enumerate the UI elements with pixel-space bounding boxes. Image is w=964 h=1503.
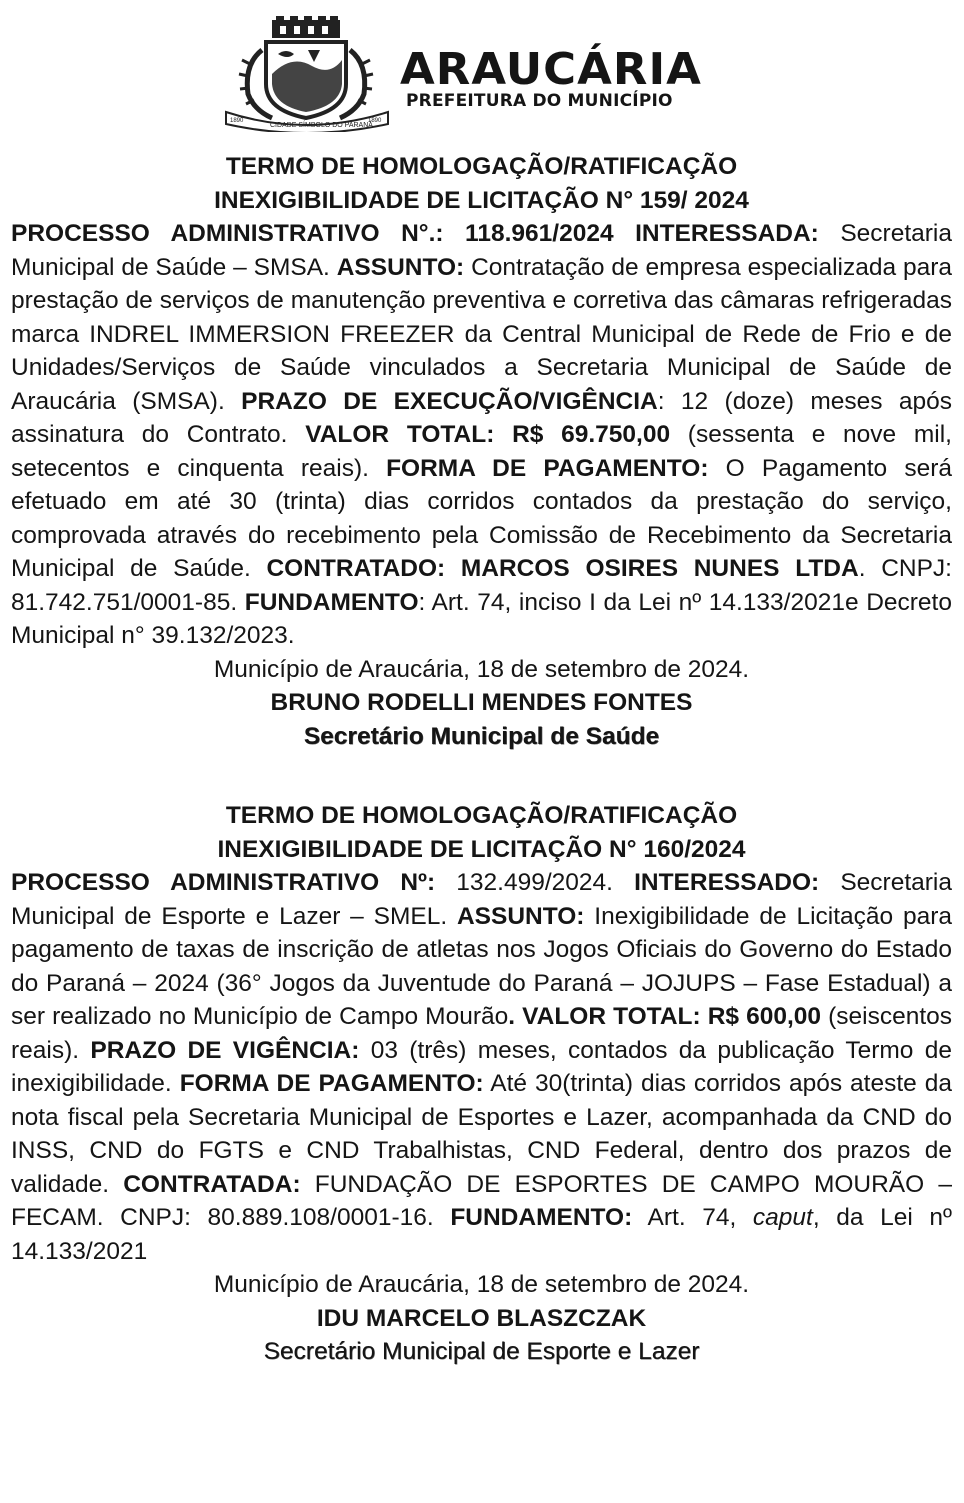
notice2-prazo-label: PRAZO DE VIGÊNCIA:	[90, 1036, 360, 1064]
notice2-signer: IDU MARCELO BLASZCZAK	[316, 1304, 647, 1332]
section-spacer	[11, 753, 952, 799]
notice1-valor: (sessenta e nove mil, setecentos e cinquenta reais).	[11, 421, 952, 482]
notice2-subtitle: INEXIGIBILIDADE DE LICITAÇÃO N° 160/2024	[217, 835, 746, 863]
notice1-subtitle: INEXIGIBILIDADE DE LICITAÇÃO N° 159/ 2024	[214, 186, 749, 214]
crest-year-right: 1890	[368, 118, 382, 124]
notice1-fundamento-label: FUNDAMENTO	[244, 588, 419, 616]
notice2-valor: (seiscentos reais).	[11, 1003, 953, 1064]
notice2-valor-label: . VALOR TOTAL: R$ 600,00	[508, 1003, 822, 1030]
notice2-interessado-label: INTERESSADO:	[634, 869, 820, 896]
notice2-paragraph	[11, 866, 952, 1268]
notice1-signer-role: Secretário Municipal de Saúde	[303, 722, 660, 750]
notice1-paragraph	[11, 217, 952, 653]
notice2-date: Município de Araucária, 18 de setembro de 2024.	[213, 1271, 750, 1298]
notice2-assunto: Inexigibilidade de Licitação para pagamento de taxas de inscrição de atletas nos Jogos Oficiais do Governo do Estado do Paraná – 2024 (36° Jogos da Juventude do Paraná – JOJUPS – Fase Estadual) a ser realizado no Município de Campo Mourão	[11, 902, 952, 1030]
document-body	[11, 150, 952, 1369]
brand	[400, 44, 702, 111]
notice2-processo-label: PROCESSO ADMINISTRATIVO Nº:	[11, 869, 436, 896]
notice2-fundamento-b: , da Lei nº 14.133/2021	[11, 1204, 952, 1265]
notice2-assunto-label: ASSUNTO:	[456, 902, 585, 930]
notice2-contratada-label: CONTRATADA:	[123, 1170, 301, 1198]
notice1-processo-label: PROCESSO ADMINISTRATIVO N°.: 118.961/2024 INTERESSADA:	[11, 220, 819, 247]
notice1-valor-label: VALOR TOTAL: R$ 69.750,00	[305, 421, 671, 448]
notice1-prazo-label: PRAZO DE EXECUÇÃO/VIGÊNCIA	[241, 387, 658, 415]
notice1-prazo: : 12 (doze) meses após assinatura do Contrato.	[11, 387, 952, 448]
notice1-signer: BRUNO RODELLI MENDES FONTES	[270, 689, 693, 716]
notice-159	[11, 150, 952, 753]
crest-year-left: 1890	[230, 118, 244, 124]
notice1-fundamento: : Art. 74, inciso I da Lei nº 14.133/2021e Decreto Municipal n° 39.132/2023.	[11, 588, 952, 649]
brand-subtitle: PREFEITURA DO MUNICÍPIO	[406, 91, 673, 111]
brand-name: ARAUCÁRIA	[400, 44, 702, 95]
notice2-fundamento-label: FUNDAMENTO:	[450, 1204, 633, 1231]
crest-motto: CIDADE SÍMBOLO DO PARANÁ	[270, 122, 373, 129]
notice2-interessado: Secretaria Municipal de Esporte e Lazer – SMEL.	[11, 869, 952, 930]
notice1-assunto: Contratação de empresa especializada para prestação de serviços de manutenção preventiva e corretiva das câmaras refrigeradas marca INDREL IMMERSION FREEZER da Central Municipal de Rede de Frio e de Unidades/Serviços de Saúde vinculados a Secretaria Municipal de Saúde de Araucária (SMSA).	[11, 253, 952, 415]
notice2-contratada: FUNDAÇÃO DE ESPORTES DE CAMPO MOURÃO – FECAM. CNPJ: 80.889.108/0001-16.	[11, 1170, 952, 1231]
notice2-title: TERMO DE HOMOLOGAÇÃO/RATIFICAÇÃO	[225, 802, 738, 829]
notice2-processo: 132.499/2024.	[435, 869, 635, 896]
notice-160	[11, 799, 952, 1369]
notice1-title: TERMO DE HOMOLOGAÇÃO/RATIFICAÇÃO	[225, 153, 738, 180]
notice1-pagamento: O Pagamento será efetuado em até 30 (trinta) dias corridos contados da prestação do serviço, comprovada através do recebimento pela Comissão de Recebimento da Secretaria Municipal de Saúde.	[11, 454, 952, 582]
notice2-fundamento-italic: caput	[752, 1204, 813, 1231]
notice2-pagamento: Até 30(trinta) dias corridos após ateste da nota fiscal pela Secretaria Municipal de Esportes e Lazer, acompanhada da CND do INSS, CND do FGTS e CND Trabalhistas, CND Federal, dentro dos prazos de validade.	[11, 1070, 953, 1198]
notice2-fundamento-a: Art. 74,	[632, 1204, 753, 1231]
notice1-contratado-label: CONTRATADO: MARCOS OSIRES NUNES LTDA	[266, 555, 859, 582]
notice1-date: Município de Araucária, 18 de setembro de 2024.	[213, 655, 750, 683]
notice1-assunto-label: ASSUNTO:	[336, 253, 465, 281]
notice1-contratado: . CNPJ: 81.742.751/0001-85.	[11, 555, 952, 616]
notice1-pagamento-label: FORMA DE PAGAMENTO:	[386, 454, 709, 482]
notice1-interessada: Secretaria Municipal de Saúde – SMSA.	[11, 220, 953, 281]
notice2-pagamento-label: FORMA DE PAGAMENTO:	[179, 1070, 484, 1097]
page-header	[0, 0, 964, 150]
notice2-prazo: 03 (três) meses, contados da publicação Termo de inexigibilidade.	[11, 1036, 952, 1097]
notice2-signer-role: Secretário Municipal de Esporte e Lazer	[263, 1338, 700, 1365]
municipal-coat-of-arms	[222, 14, 392, 132]
